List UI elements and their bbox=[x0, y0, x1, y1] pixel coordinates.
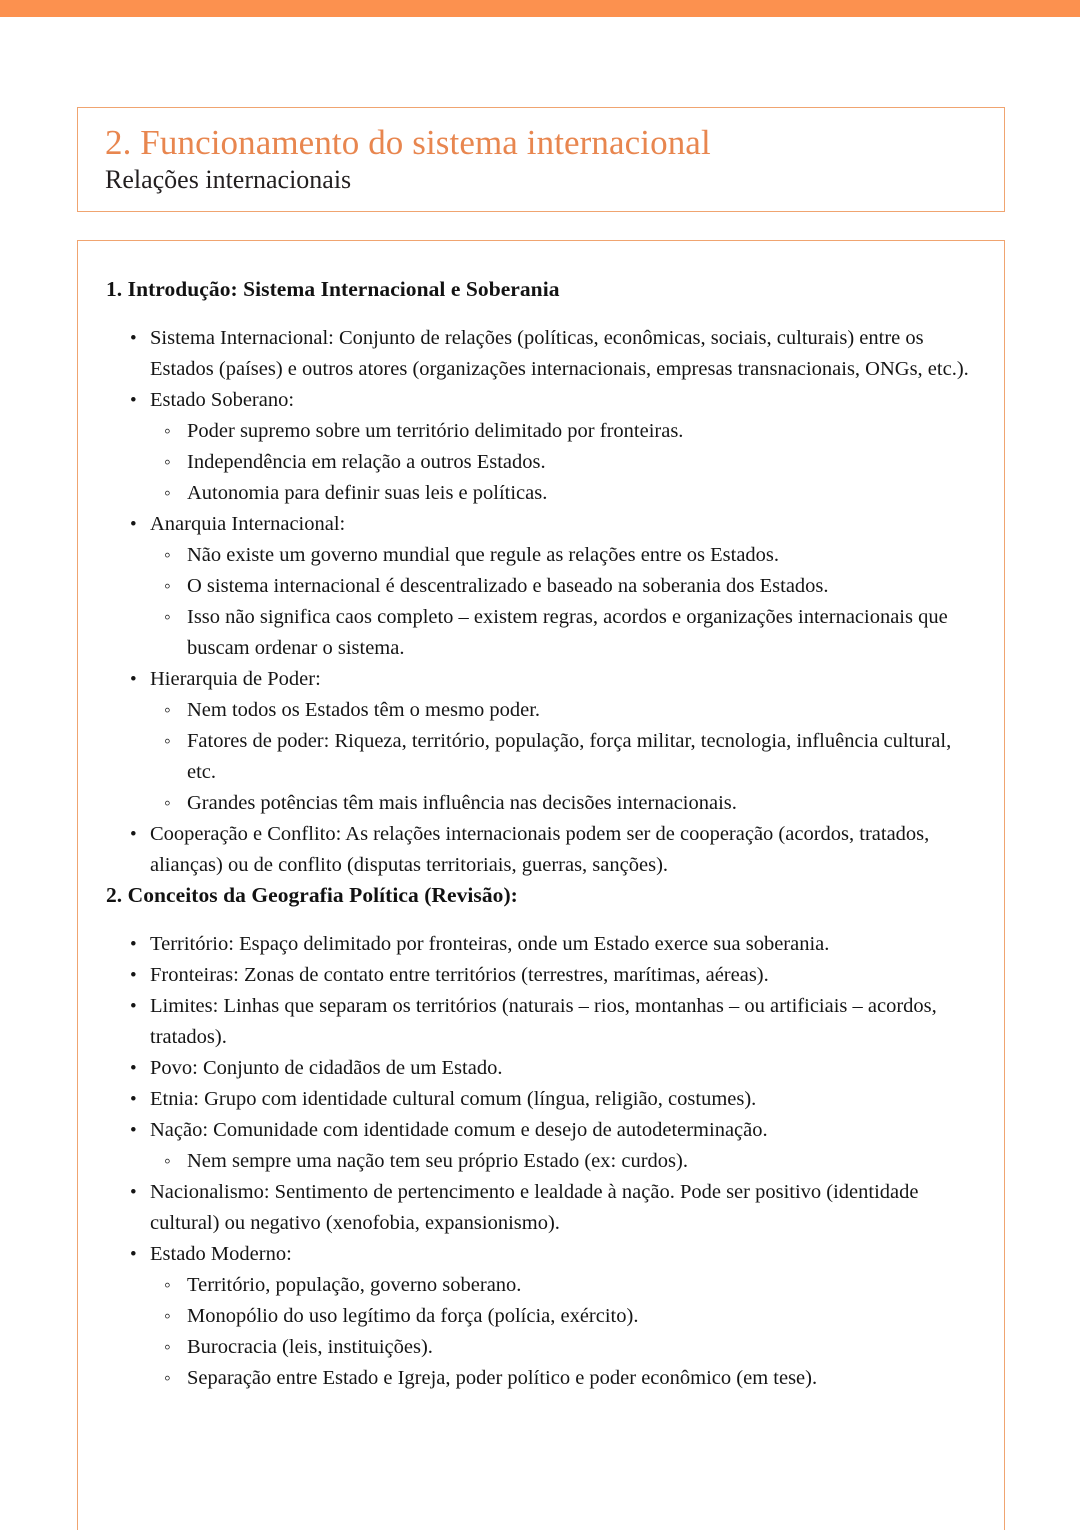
sub-list-item: ◦ Não existe um governo mundial que regule as relações entre os Estados. bbox=[150, 540, 980, 571]
page-title: 2. Funcionamento do sistema internacional bbox=[105, 123, 711, 162]
section-heading: 1. Introdução: Sistema Internacional e Soberania bbox=[106, 277, 560, 301]
sub-list-item: ◦ Poder supremo sobre um território delimitado por fronteiras. bbox=[150, 416, 980, 447]
sub-list-item: ◦ Burocracia (leis, instituições). bbox=[150, 1332, 980, 1363]
top-accent-bar bbox=[0, 0, 1080, 17]
bullet-list bbox=[106, 323, 980, 881]
sub-list-item: ◦ O sistema internacional é descentralizado e baseado na soberania dos Estados. bbox=[150, 571, 980, 602]
sections-container bbox=[106, 275, 980, 1394]
page-subtitle: Relações internacionais bbox=[105, 165, 352, 194]
sub-list-item: ◦ Autonomia para definir suas leis e políticas. bbox=[150, 478, 980, 509]
sub-list-item: ◦ Grandes potências têm mais influência nas decisões internacionais. bbox=[150, 788, 980, 819]
list-item bbox=[106, 1115, 980, 1177]
sub-bullet-list bbox=[150, 416, 980, 509]
sub-bullet-list bbox=[150, 695, 980, 819]
sub-bullet-list bbox=[150, 1270, 980, 1394]
sub-list-item: ◦ Fatores de poder: Riqueza, território, população, força militar, tecnologia, influência cultural, etc. bbox=[150, 726, 980, 788]
list-item-text: • Limites: Linhas que separam os territórios (naturais – rios, montanhas – ou artificiais – acordos, tratados). bbox=[150, 991, 980, 1053]
sub-list-item: ◦ Independência em relação a outros Estados. bbox=[150, 447, 980, 478]
list-item bbox=[106, 991, 980, 1053]
sub-bullet-list bbox=[150, 540, 980, 664]
sub-list-item: ◦ Território, população, governo soberano. bbox=[150, 1270, 980, 1301]
list-item bbox=[106, 1177, 980, 1239]
list-item-text: • Estado Soberano: bbox=[150, 385, 980, 416]
sub-list-item: ◦ Nem todos os Estados têm o mesmo poder. bbox=[150, 695, 980, 726]
list-item-text: • Fronteiras: Zonas de contato entre territórios (terrestres, marítimas, aéreas). bbox=[150, 960, 980, 991]
list-item-text: • Nacionalismo: Sentimento de pertencimento e lealdade à nação. Pode ser positivo (identidade cultural) ou negativo (xenofobia, expansionismo). bbox=[150, 1177, 980, 1239]
list-item bbox=[106, 385, 980, 509]
list-item-text: • Cooperação e Conflito: As relações internacionais podem ser de cooperação (acordos, tratados, alianças) ou de conflito (disputas territoriais, guerras, sanções). bbox=[150, 819, 980, 881]
list-item bbox=[106, 323, 980, 385]
list-item-text: • Hierarquia de Poder: bbox=[150, 664, 980, 695]
list-item-text: • Etnia: Grupo com identidade cultural comum (língua, religião, costumes). bbox=[150, 1084, 980, 1115]
list-item-text: • Anarquia Internacional: bbox=[150, 509, 980, 540]
sub-list-item: ◦ Isso não significa caos completo – existem regras, acordos e organizações internacionais que buscam ordenar o sistema. bbox=[150, 602, 980, 664]
document-header-card bbox=[77, 107, 1005, 212]
sub-list-item: ◦ Nem sempre uma nação tem seu próprio Estado (ex: curdos). bbox=[150, 1146, 980, 1177]
document-content-card bbox=[77, 240, 1005, 1530]
bullet-list bbox=[106, 929, 980, 1394]
section-heading: 2. Conceitos da Geografia Política (Revisão): bbox=[106, 883, 518, 907]
list-item bbox=[106, 1084, 980, 1115]
list-item bbox=[106, 1239, 980, 1394]
sub-bullet-list bbox=[150, 1146, 980, 1177]
list-item bbox=[106, 819, 980, 881]
list-item bbox=[106, 1053, 980, 1084]
list-item bbox=[106, 509, 980, 664]
list-item-text: • Povo: Conjunto de cidadãos de um Estado. bbox=[150, 1053, 980, 1084]
list-item bbox=[106, 664, 980, 819]
list-item-text: • Estado Moderno: bbox=[150, 1239, 980, 1270]
list-item bbox=[106, 929, 980, 960]
list-item-text: • Território: Espaço delimitado por fronteiras, onde um Estado exerce sua soberania. bbox=[150, 929, 980, 960]
list-item-text: • Sistema Internacional: Conjunto de relações (políticas, econômicas, sociais, culturais) entre os Estados (países) e outros atores (organizações internacionais, empresas transnacionais, ONGs, etc.). bbox=[150, 323, 980, 385]
sub-list-item: ◦ Monopólio do uso legítimo da força (polícia, exército). bbox=[150, 1301, 980, 1332]
list-item bbox=[106, 960, 980, 991]
document-page bbox=[0, 17, 1080, 1528]
list-item-text: • Nação: Comunidade com identidade comum e desejo de autodeterminação. bbox=[150, 1115, 980, 1146]
sub-list-item: ◦ Separação entre Estado e Igreja, poder político e poder econômico (em tese). bbox=[150, 1363, 980, 1394]
